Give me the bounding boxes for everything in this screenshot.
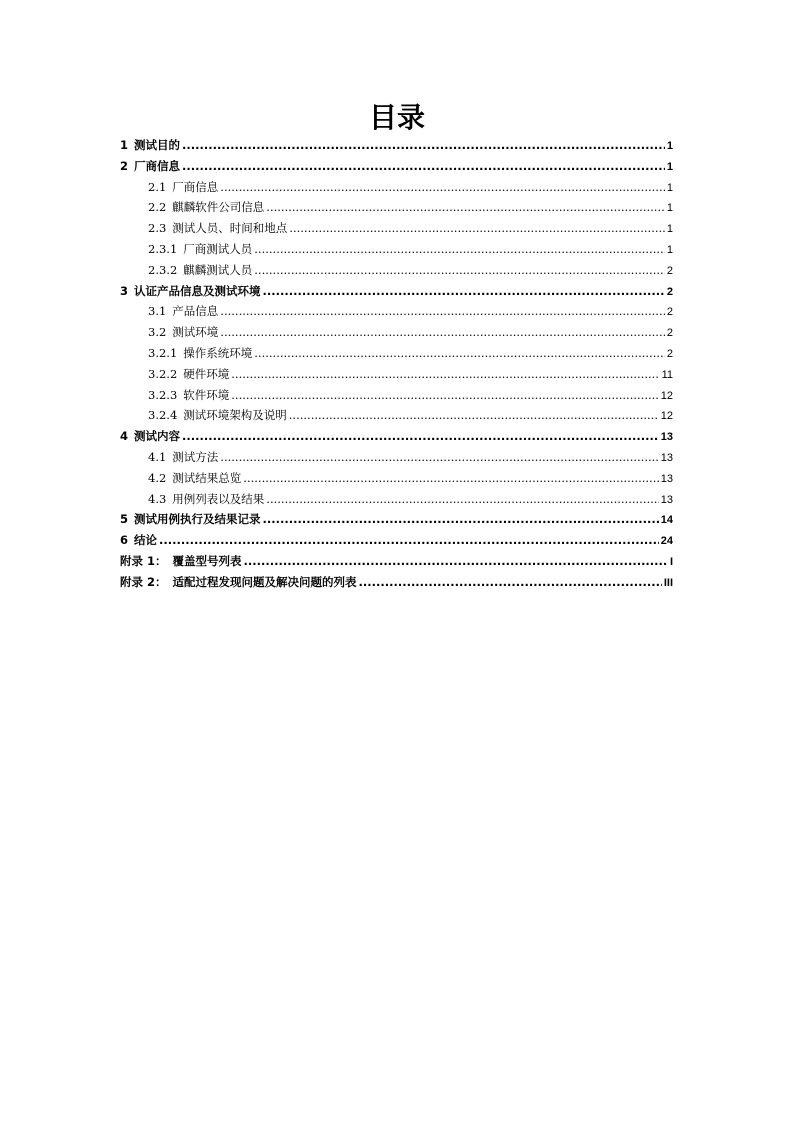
toc-entry[interactable] [120, 241, 673, 262]
toc-dot-leader [289, 221, 665, 235]
toc-entry[interactable] [120, 532, 673, 553]
toc-entry-label: 厂商信息 [172, 179, 219, 194]
toc-entry-label: 测试目的 [134, 138, 181, 152]
toc-entry-number: 5 [120, 512, 129, 527]
toc-entry[interactable] [120, 303, 673, 324]
toc-entry-heading [120, 158, 180, 174]
toc-entry-label: 软件环境 [183, 387, 230, 402]
toc-page-number: III [663, 576, 673, 589]
toc-entry-heading [120, 511, 261, 527]
toc-entry-label: 测试环境 [172, 325, 219, 340]
toc-entry[interactable] [120, 179, 673, 200]
toc-entry-heading [148, 241, 252, 257]
toc-entry-heading [148, 324, 218, 340]
toc-entry-label: 麒麟测试人员 [183, 262, 253, 277]
toc-page-number: I [669, 555, 673, 568]
toc-entry[interactable] [120, 324, 673, 345]
toc-dot-leader [244, 554, 668, 568]
toc-dot-leader [254, 242, 665, 256]
toc-entry-heading [148, 407, 287, 423]
toc-entry[interactable] [120, 407, 673, 428]
toc-entry-number: 2.2 [148, 200, 167, 215]
toc-page-number: 1 [666, 223, 673, 236]
toc-page-number: 1 [666, 160, 673, 173]
toc-entry-number: 附录 1： [120, 553, 167, 568]
toc-entry[interactable] [120, 158, 673, 179]
toc-entry-number: 6 [120, 533, 129, 548]
toc-page-number: 2 [666, 264, 673, 277]
toc-entry-label: 结论 [134, 533, 158, 548]
toc-entry-number: 3.2.1 [148, 345, 178, 360]
toc-page-number: 2 [666, 285, 673, 298]
toc-entry-label: 产品信息 [172, 304, 219, 319]
toc-entry-number: 3.2.3 [148, 387, 178, 402]
toc-entry[interactable] [120, 553, 673, 574]
toc-page-number: 1 [666, 243, 673, 256]
toc-entry-heading [120, 553, 242, 569]
toc-dot-leader [254, 346, 665, 360]
toc-entry-number: 附录 2： [120, 574, 167, 589]
toc-entry-label: 测试内容 [134, 429, 181, 444]
toc-page-number: 13 [660, 472, 673, 485]
toc-dot-leader [220, 450, 658, 464]
toc-entry-label: 用例列表以及结果 [172, 491, 265, 506]
toc-entry-heading [148, 179, 218, 195]
toc-entry-heading [120, 137, 180, 153]
toc-page-number: 13 [660, 493, 673, 506]
toc-entry-heading [148, 449, 218, 465]
toc-page-number: 2 [666, 306, 673, 319]
toc-entry[interactable] [120, 262, 673, 283]
toc-entry-number: 3 [120, 283, 129, 298]
toc-entry-heading [120, 283, 261, 299]
toc-dot-leader [231, 367, 659, 381]
toc-entry-number: 1 [120, 138, 129, 152]
toc-entry-label: 麒麟软件公司信息 [172, 200, 265, 215]
toc-page-number: 1 [666, 181, 673, 194]
toc-entry-number: 4.2 [148, 470, 167, 485]
toc-entry-label: 厂商信息 [134, 158, 181, 173]
toc-title: 目录 [368, 101, 425, 134]
toc-entry-heading [148, 387, 229, 403]
toc-entry-label: 测试方法 [172, 449, 219, 464]
toc-dot-leader [243, 471, 658, 485]
toc-entry-number: 3.2.2 [148, 366, 178, 381]
toc-entry-number: 4 [120, 429, 129, 444]
toc-entry[interactable] [120, 449, 673, 470]
toc-entry-number: 4.1 [148, 449, 167, 464]
toc-entry-heading [148, 345, 252, 361]
toc-entry-heading [120, 428, 180, 444]
toc-entry-heading [148, 303, 218, 319]
toc-entry-number: 3.1 [148, 304, 167, 319]
toc-dot-leader [266, 492, 658, 506]
toc-entry[interactable] [120, 428, 673, 449]
toc-page-number: 2 [666, 327, 673, 340]
toc-page-number: 13 [660, 431, 673, 444]
toc-entry[interactable] [120, 220, 673, 241]
toc-entry-heading [148, 491, 264, 507]
toc-entry[interactable] [120, 199, 673, 220]
toc-entry-heading [148, 366, 229, 382]
toc-dot-leader [289, 408, 659, 422]
toc-entry[interactable] [120, 387, 673, 408]
toc-dot-leader [159, 533, 659, 547]
toc-entry-number: 2.3.2 [148, 262, 178, 277]
toc-page-number: 13 [660, 451, 673, 464]
toc-entry-number: 3.2.4 [148, 408, 178, 423]
toc-page-number: 11 [661, 368, 673, 381]
toc-entry-heading [148, 262, 252, 278]
toc-entry-number: 4.3 [148, 491, 167, 506]
toc-entry-label: 厂商测试人员 [183, 241, 253, 256]
toc-entry-label: 适配过程发现问题及解决问题的列表 [172, 574, 357, 589]
toc-entry-heading [148, 220, 287, 236]
toc-entry[interactable] [120, 574, 673, 595]
toc-entry-number: 3.2 [148, 325, 167, 340]
toc-dot-leader [359, 575, 662, 589]
toc-page-number: 1 [666, 140, 673, 152]
toc-page-number: 12 [660, 389, 673, 402]
toc-entry-heading [120, 574, 357, 590]
toc-entry-label: 测试用例执行及结果记录 [134, 512, 261, 527]
toc-dot-leader [254, 263, 665, 277]
toc-list [120, 137, 673, 595]
toc-entry-heading [120, 532, 157, 548]
toc-entry-label: 覆盖型号列表 [172, 553, 242, 568]
toc-dot-leader [266, 200, 665, 214]
toc-entry-label: 测试结果总览 [172, 470, 242, 485]
toc-entry-label: 硬件环境 [183, 366, 230, 381]
toc-dot-leader [263, 284, 665, 298]
toc-entry[interactable] [120, 137, 673, 158]
toc-dot-leader [182, 159, 665, 173]
toc-dot-leader [182, 429, 659, 443]
toc-entry[interactable] [120, 283, 673, 304]
toc-entry-heading [148, 470, 241, 486]
toc-entry-label: 操作系统环境 [183, 345, 253, 360]
toc-entry[interactable] [120, 511, 673, 532]
toc-dot-leader [220, 304, 665, 318]
toc-entry-number: 2 [120, 158, 129, 173]
toc-entry-number: 2.3.1 [148, 241, 178, 256]
toc-entry-label: 测试人员、时间和地点 [172, 221, 288, 236]
toc-dot-leader [182, 138, 665, 152]
toc-entry[interactable] [120, 366, 673, 387]
toc-dot-leader [220, 180, 665, 194]
toc-dot-leader [263, 512, 659, 526]
toc-entry-heading [148, 199, 264, 215]
toc-entry-number: 2.1 [148, 179, 167, 194]
toc-entry[interactable] [120, 345, 673, 366]
toc-page-number: 24 [660, 535, 673, 548]
toc-page-number: 14 [660, 514, 673, 527]
toc-page-number: 2 [666, 347, 673, 360]
toc-entry-number: 2.3 [148, 221, 167, 236]
toc-page-number: 12 [660, 410, 673, 423]
toc-entry-label: 测试环境架构及说明 [183, 408, 287, 423]
toc-page-number: 1 [666, 202, 673, 215]
toc-dot-leader [220, 325, 665, 339]
toc-entry-label: 认证产品信息及测试环境 [134, 283, 261, 298]
toc-entry[interactable] [120, 491, 673, 512]
toc-dot-leader [231, 388, 658, 402]
toc-entry[interactable] [120, 470, 673, 491]
